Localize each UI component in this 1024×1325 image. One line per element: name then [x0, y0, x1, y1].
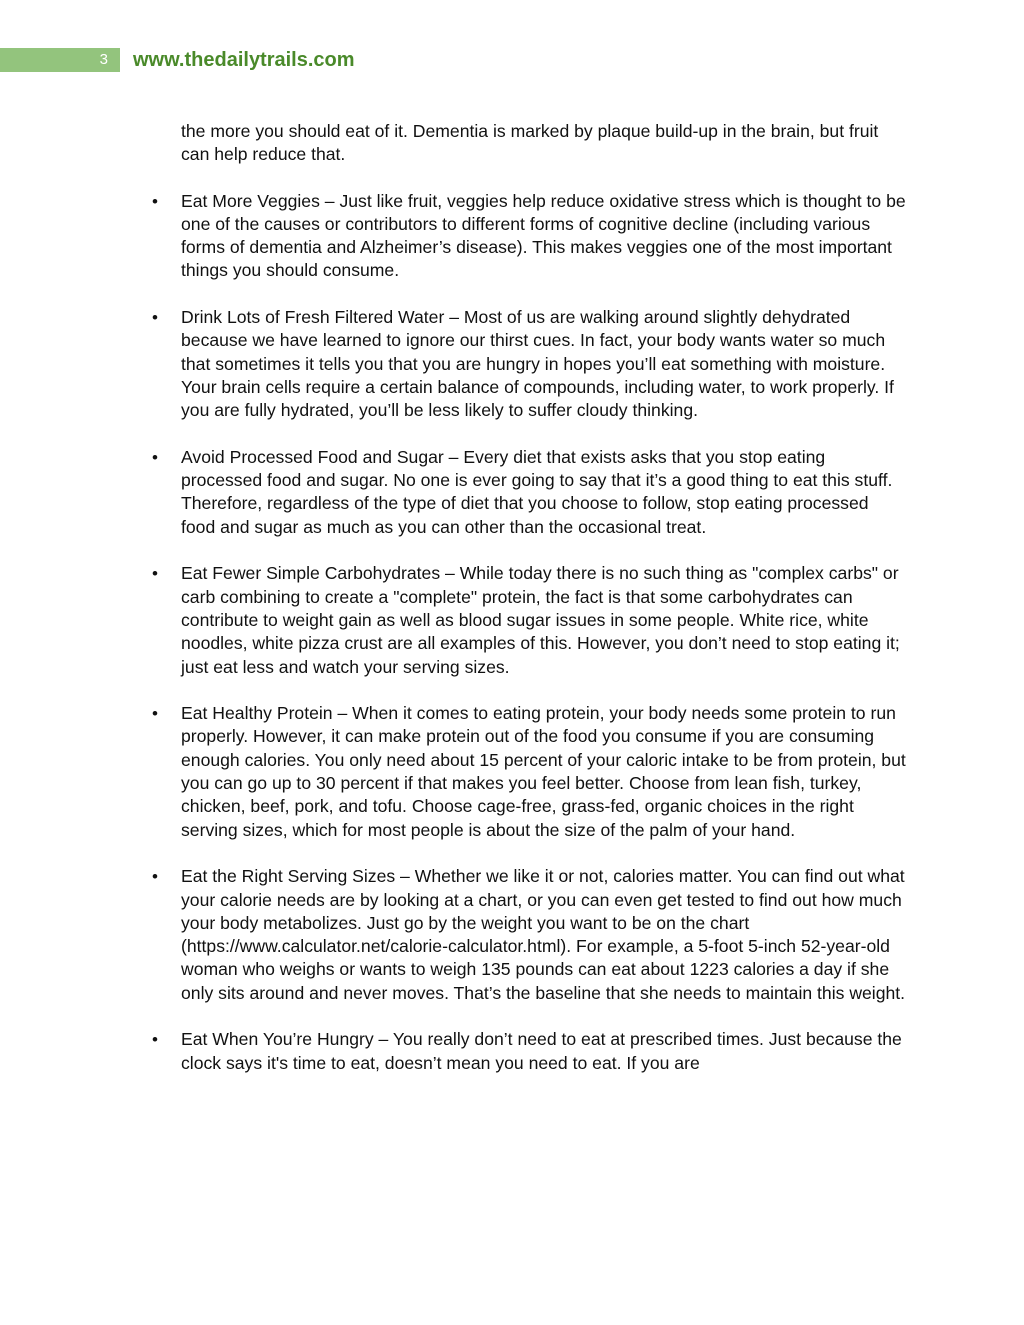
list-item — [146, 865, 906, 1005]
list-item-text: Drink Lots of Fresh Filtered Water – Most of us are walking around slightly dehydrated because we have learned to ignore our thirst cues. In fact, your body wants water so much that sometimes it tells you that you are hungry in hopes you’ll eat something with moisture. Your brain cells require a certain balance of compounds, including water, to work properly. If you are fully hydrated, you’ll be less likely to suffer cloudy thinking. — [181, 307, 894, 421]
bullet-dot-icon: • — [152, 308, 158, 328]
continued-paragraph: the more you should eat of it. Dementia is marked by plaque build-up in the brain, but fruit can help reduce that. — [181, 121, 879, 165]
list-item — [146, 1028, 906, 1075]
list-item — [146, 702, 906, 842]
list-item — [146, 562, 906, 678]
bullet-dot-icon: • — [152, 704, 158, 724]
list-item-text: Eat the Right Serving Sizes – Whether we like it or not, calories matter. You can find out what your calorie needs are by looking at a chart, or you can even get tested to find out how much your body metabolizes. Just go by the weight you want to be on the chart (https://www.calculator.net/calorie-calculator.html). For example, a 5-foot 5-inch 52-year-old woman who weighs or wants to weigh 135 pounds can eat about 1223 calories a day if she only sits around and never moves. That’s the baseline that she needs to maintain this weight. — [181, 866, 906, 1003]
bullet-dot-icon: • — [152, 564, 158, 584]
list-item — [146, 190, 906, 283]
bullet-dot-icon: • — [152, 867, 158, 887]
list-item — [146, 446, 906, 539]
bullet-dot-icon: • — [152, 191, 158, 211]
page-header — [0, 48, 1024, 72]
bullet-dot-icon: • — [152, 1030, 158, 1050]
site-url-link[interactable]: www.thedailytrails.com — [133, 49, 355, 71]
list-item-text: Eat More Veggies – Just like fruit, veggies help reduce oxidative stress which is thought to be one of the causes or contributors to different forms of cognitive decline (including various forms of dementia and Alzheimer’s disease). This makes veggies one of the most important things you should consume. — [181, 190, 906, 281]
list-item-text: Eat Healthy Protein – When it comes to eating protein, your body needs some protein to run properly. However, it can make protein out of the food you consume if you are consuming enough calories. You only need about 15 percent of your caloric intake to be from protein, but you can go up to 30 percent if that makes you feel better. Choose from lean fish, turkey, chicken, beef, pork, and tofu. Choose cage-free, grass-fed, organic choices in the right serving sizes, which for most people is about the size of the palm of your hand. — [181, 703, 906, 840]
page-number: 3 — [0, 48, 120, 72]
list-item-text: Avoid Processed Food and Sugar – Every diet that exists asks that you stop eating processed food and sugar. No one is ever going to say that it’s a good thing to eat this stuff. Therefore, regardless of the type of diet that you choose to follow, stop eating processed food and sugar as much as you can other than the occasional treat. — [181, 446, 893, 537]
tips-list — [146, 190, 906, 1075]
list-item — [146, 306, 906, 422]
page-body — [146, 120, 906, 1098]
list-item-text: Eat When You’re Hungry – You really don’t need to eat at prescribed times. Just because the clock says it's time to eat, doesn’t mean you need to eat. If you are — [181, 1029, 902, 1073]
list-item-text: Eat Fewer Simple Carbohydrates – While today there is no such thing as "complex carbs" or carb combining to create a "complete" protein, the fact is that some carbohydrates can contribute to weight gain as well as blood sugar issues in some people. White rice, white noodles, white pizza crust are all examples of this. However, you don’t need to stop eating it; just eat less and watch your serving sizes. — [181, 563, 900, 677]
bullet-dot-icon: • — [152, 447, 158, 467]
